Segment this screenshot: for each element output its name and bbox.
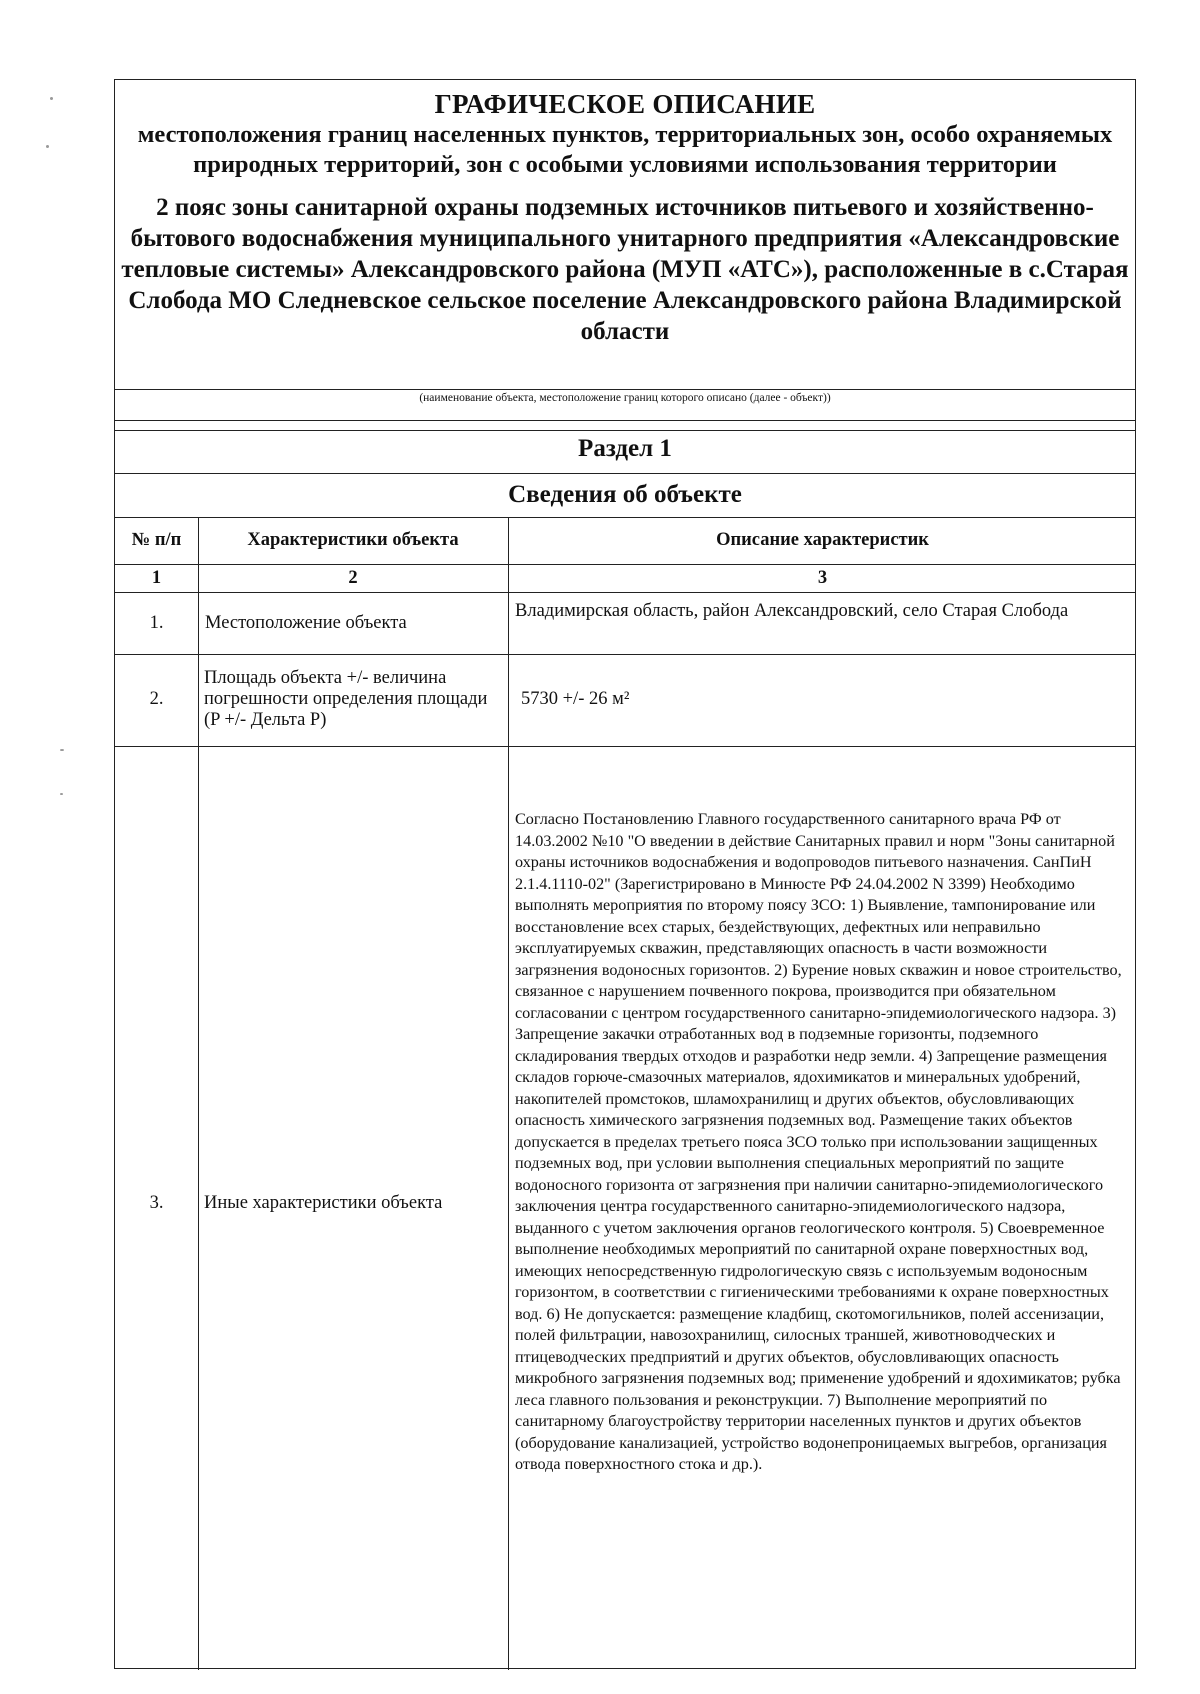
row-number: 3. [149,1193,164,1213]
table-row-divider [115,592,1135,593]
object-name: 2 пояс зоны санитарной охраны подземных источников питьевого и хозяйственно-бытового водоснабжения муниципального унитарного предприятия «Александровские тепловые системы» Александровского района (МУП «АТС»), расположенные в с.Старая Слобода МО Следневское сельское поселение Александровского района Владимирской области [121,194,1129,345]
table-column-divider [508,517,509,1670]
row-number: 2. [149,689,164,709]
column-header-description: Описание характеристик [716,530,929,550]
column-header-number: № п/п [131,530,182,550]
divider [115,517,1135,518]
section-subtitle: Сведения об объекте [508,481,742,508]
object-name-caption: (наименование объекта, местоположение границ которого описано (далее - объект)) [419,392,831,404]
column-header-characteristic: Характеристики объекта [247,530,459,550]
row-description: 5730 +/- 26 м² [521,689,630,709]
row-number: 1. [149,613,164,633]
divider [115,430,1135,431]
table-row-divider [115,564,1135,565]
document-title: ГРАФИЧЕСКОЕ ОПИСАНИЕ [434,89,816,119]
document-subtitle: местоположения границ населенных пунктов, территориальных зон, особо охраняемых природных территорий, зон с особыми условиями использования территории [137,121,1113,178]
row-characteristic: Местоположение объекта [205,613,407,633]
table-column-divider [198,517,199,1670]
row-description: Согласно Постановлению Главного государственного санитарного врача РФ от 14.03.2002 №10 "О введении в действие Санитарных правил и норм "Зоны санитарной охраны источников водоснабжения и водопроводов питьевого назначения. СанПиН 2.1.4.1110-02" (Зарегистрировано в Минюсте РФ 24.04.2002 N 3399) Необходимо выполнять мероприятия по второму поясу ЗСО: 1) Выявление, тампонирование или восстановление всех старых, бездействующих, дефектных или неправильно эксплуатируемых скважин, представляющих опасность в части возможности загрязнения водоносных горизонтов. 2) Бурение новых скважин и новое строительство, связанное с нарушением почвенного покрова, производится при обязательном согласовании с центром государственного санитарно-эпидемиологического надзора. 3) Запрещение закачки отработанных вод в подземные горизонты, подземного складирования твердых отходов и разработки недр земли. 4) Запрещение размещения складов горюче-смазочных материалов, ядохимикатов и минеральных удобрений, накопителей промстоков, шламохранилищ и других объектов, обусловливающих опасность химического загрязнения подземных вод. Размещение таких объектов допускается в пределах третьего пояса ЗСО только при использовании защищенных подземных вод, при условии выполнения специальных мероприятий по защите водоносного горизонта от загрязнения при наличии санитарно-эпидемиологического заключения центра государственного санитарно-эпидемиологического надзора, выданного с учетом заключения органов геологического контроля. 5) Своевременное выполнение необходимых мероприятий по санитарной охране поверхностных вод, имеющих непосредственную гидрологическую связь с используемым водоносным горизонтом, в соответствии с гигиеническими требованиями к охране поверхностных вод. 6) Не допускается: размещение кладбищ, скотомогильников, полей ассенизации, полей фильтрации, навозохранилищ, силосных траншей, животноводческих и птицеводческих предприятий и других объектов, обусловливающих опасность микробного загрязнения подземных вод; применение удобрений и ядохимикатов; рубка леса главного пользования и реконструкции. 7) Выполнение мероприятий по санитарному благоустройству территории населенных пунктов и других объектов (оборудование канализацией, устройство водонепроницаемых выгребов, организация отвода поверхностного стока и др.). [515,810,1122,1473]
scan-speck [60,749,64,751]
section-title: Раздел 1 [578,435,672,462]
divider [115,420,1135,421]
scan-speck [46,145,49,148]
table-row-divider [115,746,1135,747]
divider [115,473,1135,474]
scan-speck [60,793,63,795]
row-characteristic: Иные характеристики объекта [204,1193,443,1213]
divider [115,389,1135,390]
column-index: 1 [151,568,162,588]
document-frame [114,79,1136,1669]
table-row-divider [115,654,1135,655]
column-index: 3 [817,568,828,588]
scan-speck [50,97,53,100]
row-description: Владимирская область, район Александровский, село Старая Слобода [515,601,1069,621]
row-characteristic: Площадь объекта +/- величина погрешности определения площади (P +/- Дельта P) [204,668,488,730]
column-index: 2 [348,568,358,588]
title-block [115,80,1135,347]
